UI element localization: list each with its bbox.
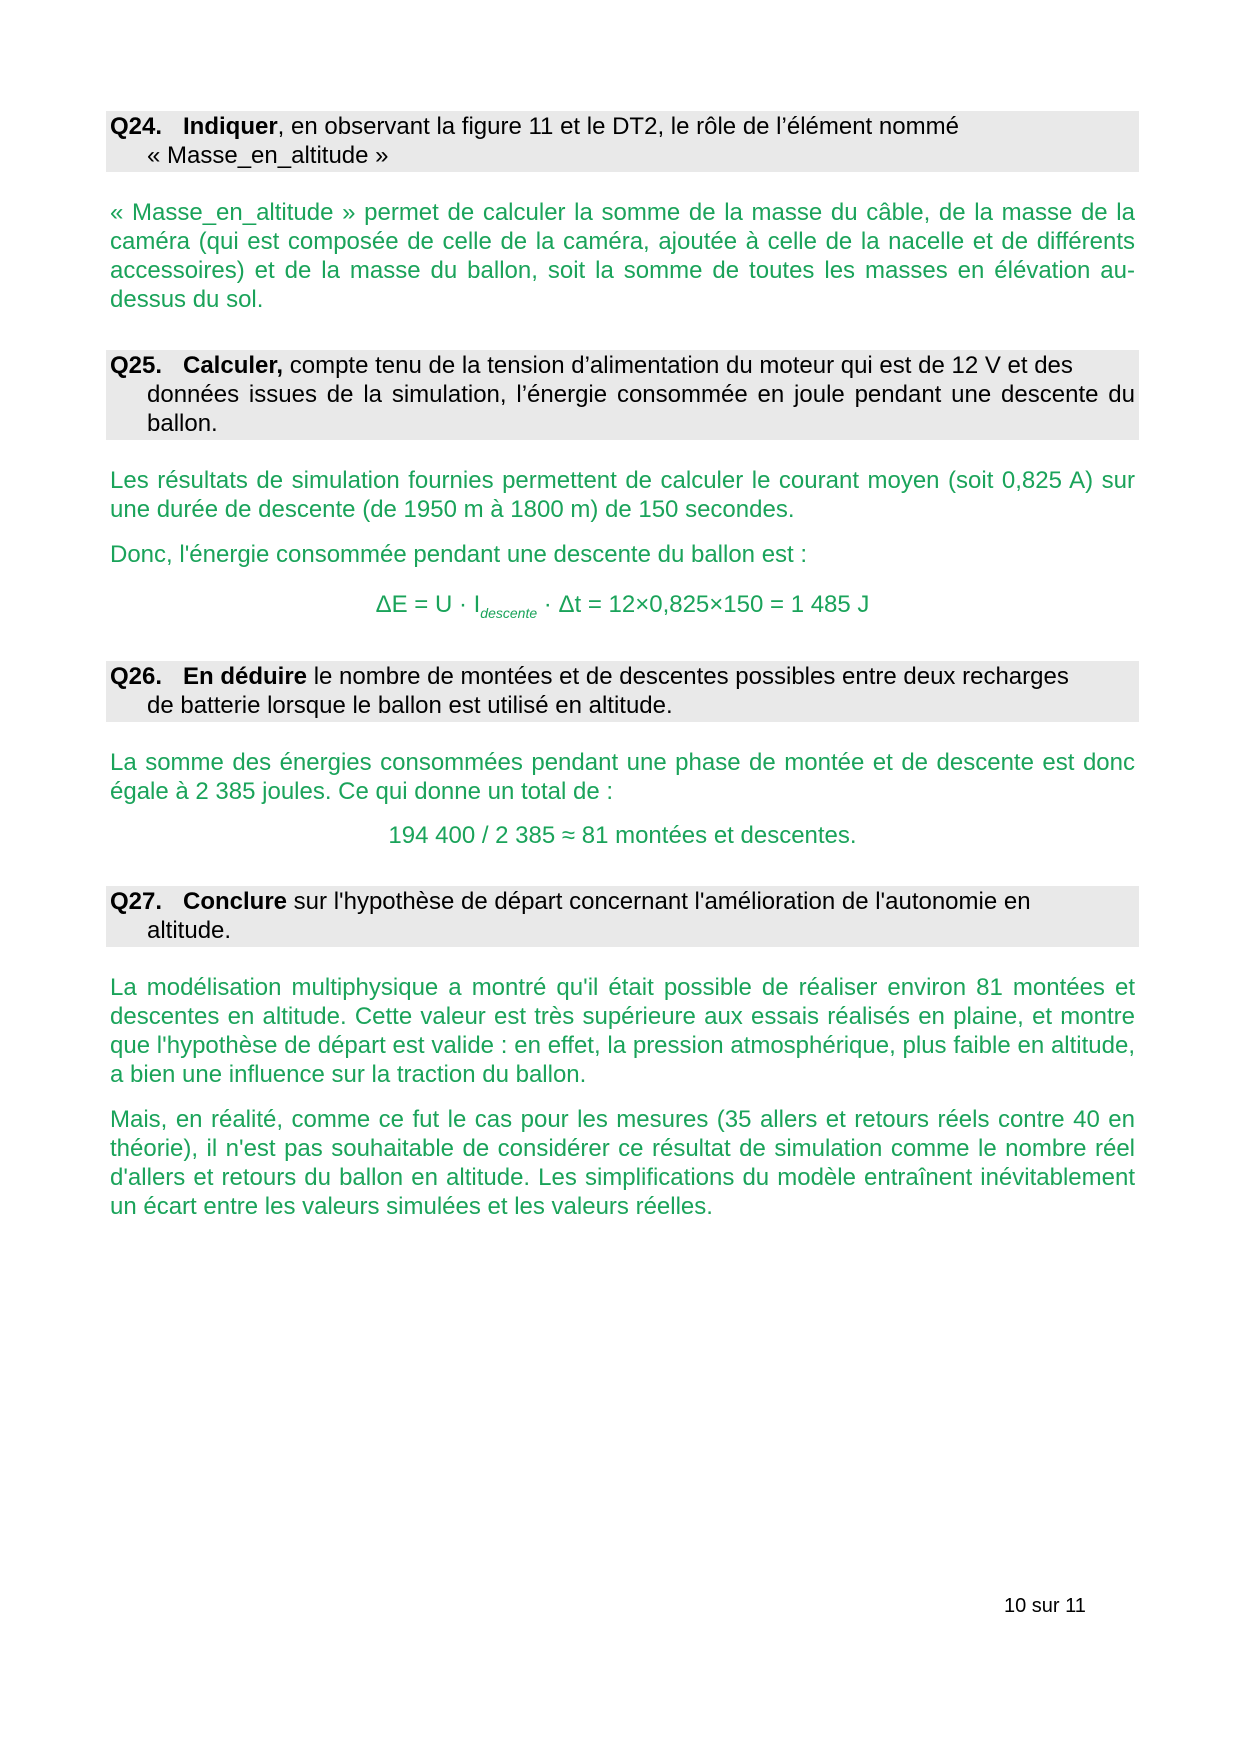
question-continuation: données issues de la simulation, l’énergie consommée en joule pendant une descente du ballon. [147, 381, 1135, 437]
question-q24 [106, 111, 1139, 172]
question-number: Q27. [110, 887, 163, 915]
page-content [110, 111, 1135, 1221]
question-verb: Calculer, [183, 352, 284, 379]
energy-equation [110, 591, 1135, 621]
question-text [183, 887, 1135, 916]
question-body: , en observant la figure 11 et le DT2, le rôle de l’élément nommé [277, 113, 959, 140]
question-text [183, 351, 1135, 380]
question-q27 [106, 886, 1139, 947]
question-continuation: altitude. [147, 916, 232, 944]
equation-middle: · Δt [543, 591, 582, 618]
question-q26 [106, 661, 1139, 722]
equation-subscript: descente [480, 604, 538, 621]
answer-q25-paragraph-1: Les résultats de simulation fournies permettent de calculer le courant moyen (soit 0,825 A) sur une durée de descente (de 1950 m à 1800 m) de 150 secondes. [110, 467, 1135, 523]
page-number: 10 sur 11 [1004, 1595, 1086, 1617]
question-body: compte tenu de la tension d’alimentation du moteur qui est de 12 V et des [283, 352, 1073, 379]
question-verb: Conclure [183, 887, 288, 915]
question-number: Q24. [110, 113, 163, 140]
question-continuation: de batterie lorsque le ballon est utilisé en altitude. [147, 691, 673, 719]
answer-q27-paragraph-1: La modélisation multiphysique a montré qu'il était possible de réaliser environ 81 montées et descentes en altitude. Cette valeur est très supérieure aux essais réalisés en plaine, et montre que l'hypothèse de départ est valide : en effet, la pression atmosphérique, plus faible en altitude, a bien une influence sur la traction du ballon. [110, 973, 1135, 1088]
question-continuation: « Masse_en_altitude » [147, 142, 389, 169]
question-verb: Indiquer [183, 113, 278, 140]
question-body: sur l'hypothèse de départ concernant l'amélioration de l'autonomie en [287, 887, 1031, 915]
equation-lhs: ΔE = U · I [375, 591, 481, 618]
question-number: Q26. [110, 662, 163, 690]
answer-q24: « Masse_en_altitude » permet de calculer la somme de la masse du câble, de la masse de la caméra (qui est composée de celle de la caméra, ajoutée à celle de la nacelle et de différents accessoires) et de la masse du ballon, soit la somme de toutes les masses en élévation au-dessus du sol. [110, 199, 1135, 313]
answer-q26: La somme des énergies consommées pendant une phase de montée et de descente est donc égale à 2 385 joules. Ce qui donne un total de : [110, 748, 1135, 805]
equation-rhs: = 12×0,825×150 = 1 485 J [587, 591, 870, 618]
question-text [183, 662, 1135, 691]
question-number: Q25. [110, 352, 163, 379]
question-verb: En déduire [183, 662, 308, 690]
question-q25 [106, 350, 1139, 440]
question-body: le nombre de montées et de descentes possibles entre deux recharges [307, 662, 1069, 690]
answer-q27-paragraph-2: Mais, en réalité, comme ce fut le cas pour les mesures (35 allers et retours réels contre 40 en théorie), il n'est pas souhaitable de considérer ce résultat de simulation comme le nombre réel d'allers et retours du ballon en altitude. Les simplifications du modèle entraînent inévitablement un écart entre les valeurs simulées et les valeurs réelles. [110, 1105, 1135, 1220]
question-text [183, 112, 1135, 141]
answer-q25-paragraph-2: Donc, l'énergie consommée pendant une descente du ballon est : [110, 541, 808, 568]
answer-q26-result: 194 400 / 2 385 ≈ 81 montées et descentes. [388, 821, 857, 849]
